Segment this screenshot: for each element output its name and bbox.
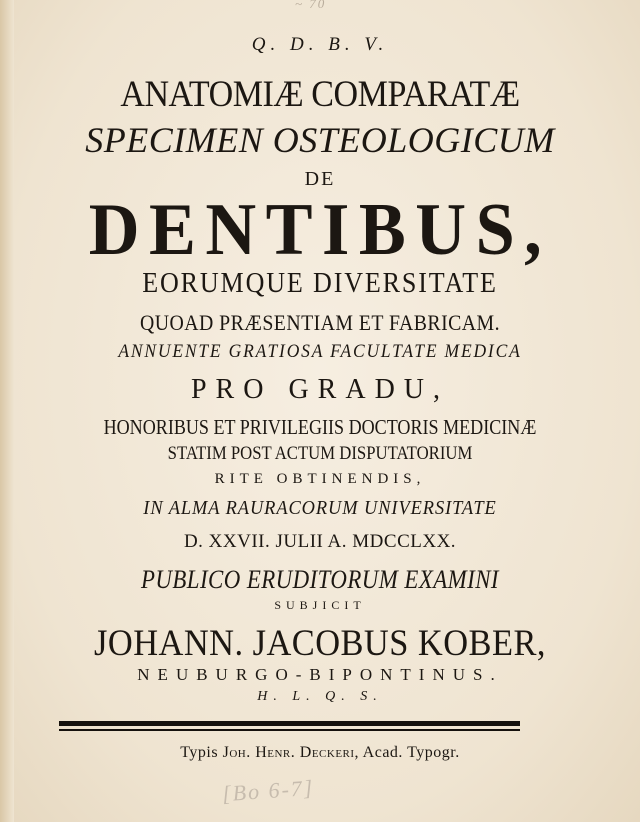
subjicit-line: SUBJICIT bbox=[274, 598, 366, 612]
publico-line: PUBLICO ERUDITORUM EXAMINI bbox=[141, 565, 499, 594]
title-line-6: QUOAD PRÆSENTIAM ET FABRICAM. bbox=[140, 310, 500, 335]
double-rule-thick bbox=[59, 721, 520, 726]
pencil-note: ~ 70 bbox=[295, 0, 327, 11]
main-title: DENTIBUS, bbox=[88, 189, 552, 271]
abbreviation-line: H. L. Q. S. bbox=[257, 689, 383, 704]
annuente-line: ANNUENTE GRATIOSA FACULTATE MEDICA bbox=[118, 341, 522, 362]
title-line-2: SPECIMEN OSTEOLOGICUM bbox=[85, 120, 555, 160]
author-origin: NEUBURGO-BIPONTINUS. bbox=[137, 665, 503, 684]
title-line-1: ANATOMIÆ COMPARATÆ bbox=[120, 74, 520, 115]
imprint-suffix: , Acad. Typogr. bbox=[354, 744, 460, 761]
shelfmark-note: [Bo 6-7] bbox=[221, 774, 316, 807]
imprint-printer: Joh. Henr. Deckeri bbox=[222, 744, 355, 761]
motto: Q. D. B. V. bbox=[251, 34, 389, 55]
rite-line: RITE OBTINENDIS, bbox=[214, 471, 426, 487]
imprint bbox=[0, 744, 640, 762]
pro-gradu-line: PRO GRADU, bbox=[190, 374, 450, 405]
honoribus-line: HONORIBUS ET PRIVILEGIIS DOCTORIS MEDICINÆ bbox=[103, 415, 537, 439]
imprint-prefix: Typis bbox=[180, 744, 219, 761]
double-rule-thin bbox=[59, 729, 520, 731]
title-line-3: DE bbox=[304, 168, 336, 190]
university-line: IN ALMA RAURACORUM UNIVERSITATE bbox=[143, 497, 497, 519]
statim-line: STATIM POST ACTUM DISPUTATORIUM bbox=[167, 443, 473, 464]
title-line-5: EORUMQUE DIVERSITATE bbox=[142, 268, 498, 299]
author-name: JOHANN. JACOBUS KOBER, bbox=[94, 623, 546, 664]
date-line: D. XXVII. JULII A. MDCCLXX. bbox=[183, 531, 457, 552]
